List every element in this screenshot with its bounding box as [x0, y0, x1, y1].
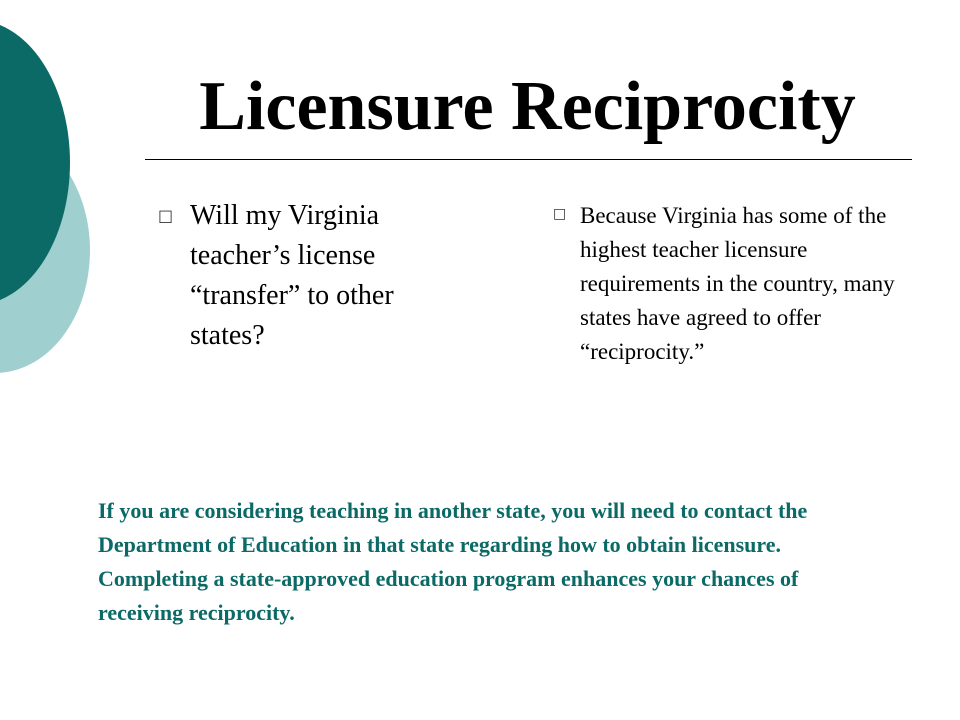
- advice-note: If you are considering teaching in another state, you will need to contact the Department of Education in that state regarding how to obtain licensure. Completing a state-approved education program enhances your chances of receiving reciprocity.: [98, 498, 808, 625]
- answer-text: Because Virginia has some of the highest teacher licensure requirements in the country, many states have agreed to offer “reciprocity.”: [580, 203, 895, 364]
- title-divider: [145, 159, 912, 160]
- question-bullet-item: [158, 196, 448, 356]
- slide-title: Licensure Reciprocity: [199, 68, 856, 145]
- question-list: [158, 196, 448, 356]
- hollow-square-bullet-icon: □: [553, 206, 567, 222]
- question-text: Will my Virginia teacher’s license “transfer” to other states?: [190, 200, 394, 351]
- hollow-square-bullet-icon: □: [158, 206, 174, 225]
- answer-bullet-item: [553, 199, 898, 369]
- answer-list: [553, 199, 898, 369]
